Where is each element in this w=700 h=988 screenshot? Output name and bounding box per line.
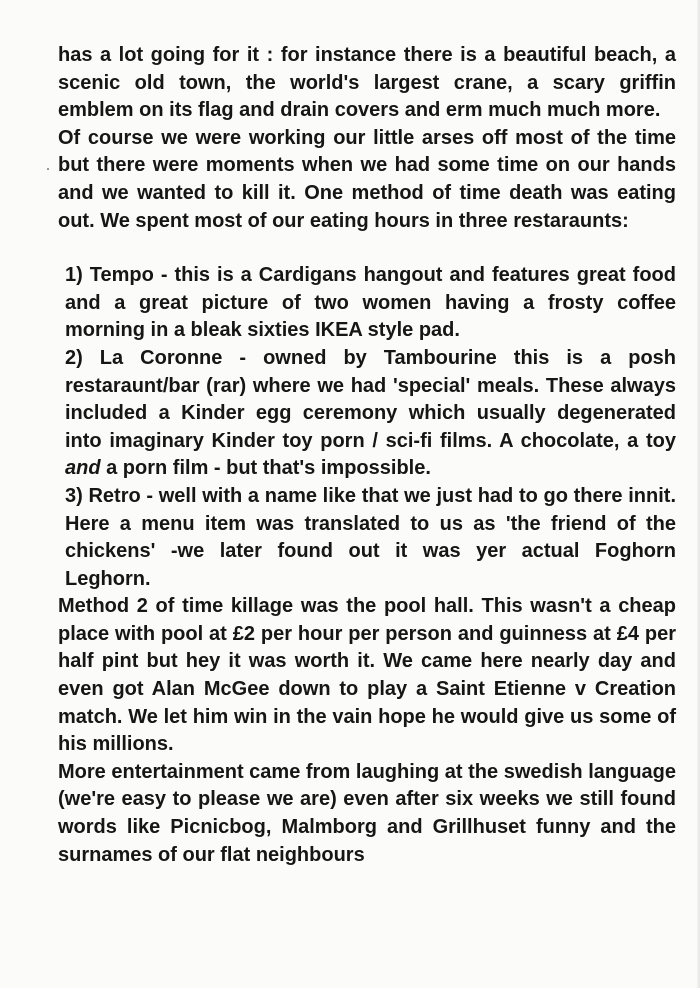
restaurant-item-retro: 3) Retro - well with a name like that we just had to go there innit. Here a menu item was translated to us as 'the friend of the chickens' -we later found out it was yer actual Foghorn Leghorn. <box>65 484 676 590</box>
intro-paragraph: has a lot going for it : for instance there is a beautiful beach, a scenic old town, the world's largest crane, a scary griffin emblem on its flag and drain covers and erm much much more. <box>58 44 676 122</box>
restaurant-item-tempo: 1) Tempo - this is a Cardigans hangout and features great food and a great picture of two women having a frosty coffee morning in a bleak sixties IKEA style pad. <box>65 264 676 342</box>
emphasis-text: and <box>65 457 101 480</box>
restaurant-item-la-coronne <box>58 345 676 483</box>
scan-speck <box>47 168 49 170</box>
restaurant-text-part: a porn film - but that's impossible. <box>100 457 431 480</box>
eating-out-paragraph: Of course we were working our little arses off most of the time but there were moments when we had some time on our hands and we wanted to kill it. One method of time death was eating out. We spent most of our eating hours in three restaraunts: <box>58 126 676 232</box>
restaurant-list <box>58 262 676 593</box>
restaurant-text-part: 2) La Coronne - owned by Tambourine this is a posh restaraunt/bar (rar) where we had 'special' meals. These always included a Kinder egg ceremony which usually degenerated into imaginary Kinder toy porn / sci-fi films. A chocolate, a toy <box>65 346 676 452</box>
pool-hall-paragraph: Method 2 of time killage was the pool hall. This wasn't a cheap place with pool at £2 per hour per person and guinness at £4 per half pint but hey it was worth it. We came here nearly day and even got Alan McGee down to play a Saint Etienne v Creation match. We let him win in the vain hope he would give us some of his millions. <box>58 595 676 756</box>
swedish-language-paragraph: More entertainment came from laughing at the swedish language (we're easy to please we are) even after six weeks we still found words like Picnicbog, Malmborg and Grillhuset funny and the surnames of our flat neighbours <box>58 760 676 866</box>
